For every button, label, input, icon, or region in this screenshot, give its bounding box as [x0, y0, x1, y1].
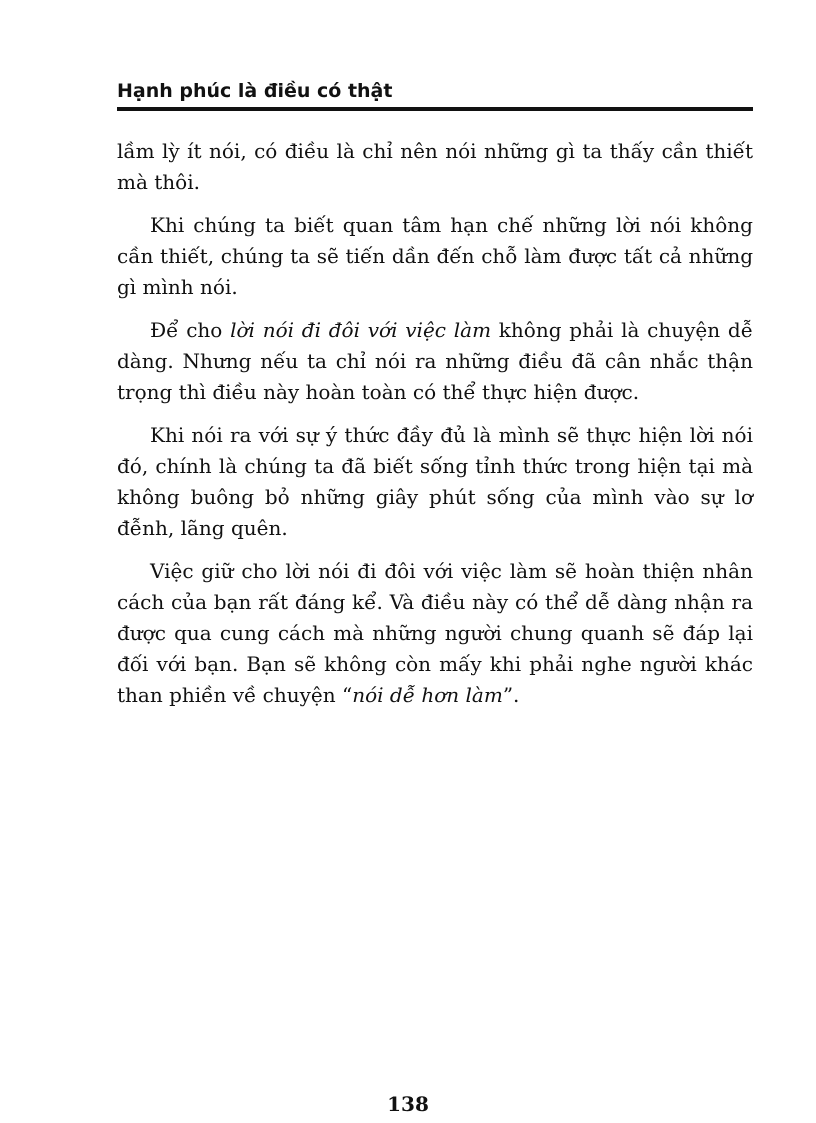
paragraph-text: Để cho — [150, 318, 231, 342]
italic-phrase: lời nói đi đôi với việc làm — [230, 318, 492, 342]
running-header-title: Hạnh phúc là điều có thật — [117, 78, 753, 111]
italic-phrase: nói dễ hơn làm — [352, 683, 503, 707]
paragraph-text: lầm lỳ ít nói, có điều là chỉ nên nói những gì ta thấy cần thiết mà thôi. — [117, 139, 753, 194]
paragraph-text: ”. — [502, 683, 520, 707]
paragraph-text: không phải là chuyện dễ dàng. Nhưng nếu ta chỉ nói ra những điều đã cân nhắc thận trọng thì điều này hoàn toàn có thể thực hiện được. — [117, 318, 753, 404]
paragraph-text: Khi chúng ta biết quan tâm hạn chế những lời nói không cần thiết, chúng ta sẽ tiến dần đến chỗ làm được tất cả những gì mình nói. — [117, 213, 753, 299]
paragraph-1 — [117, 136, 753, 198]
paragraph-text: Việc giữ cho lời nói đi đôi với việc làm sẽ hoàn thiện nhân cách của bạn rất đáng kể. Và điều này có thể dễ dàng nhận ra được qua cung cách mà những người chung quanh sẽ đáp lại đối với bạn. Bạn sẽ không còn mấy khi phải nghe người khác than phiền về chuyện “ — [117, 559, 753, 707]
paragraph-text: Khi nói ra với sự ý thức đầy đủ là mình sẽ thực hiện lời nói đó, chính là chúng ta đã biết sống tỉnh thức trong hiện tại mà không buông bỏ những giây phút sống của mình vào sự lơ đễnh, lãng quên. — [117, 423, 753, 540]
paragraph-5 — [117, 556, 753, 711]
paragraph-2 — [117, 210, 753, 303]
page-number: 138 — [387, 1092, 429, 1116]
paragraph-4 — [117, 420, 753, 544]
paragraph-3 — [117, 315, 753, 408]
page-body — [117, 136, 753, 723]
